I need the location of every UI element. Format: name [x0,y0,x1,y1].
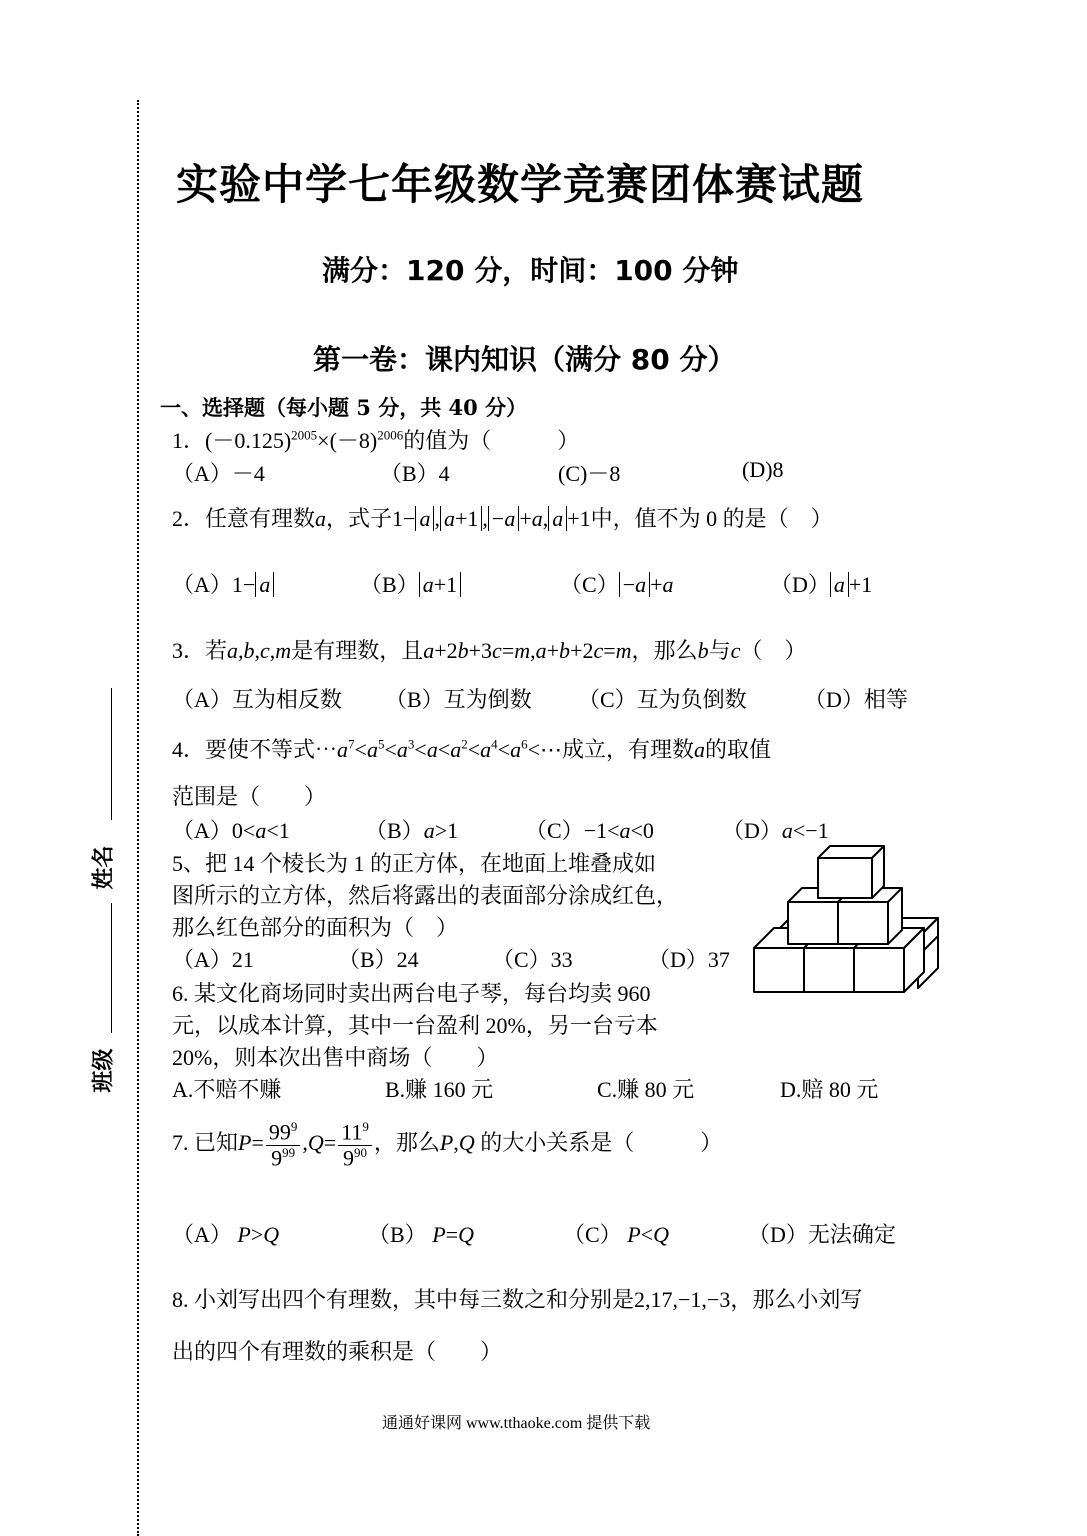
question-8-line-1: 8. 小刘写出四个有理数，其中每三数之和分别是2,17,−1,−3，那么小刘写 [172,1287,863,1312]
q6-option-c: C.赚 80 元 [597,1077,695,1102]
q7-option-b: （B） P=Q [368,1222,474,1247]
q3-option-a: （A）互为相反数 [172,687,342,712]
q3-option-c: （C）互为负倒数 [578,687,747,712]
q5-option-d: （D）37 [648,947,730,972]
q2-option-b: （B） a+1 [360,568,461,599]
question-6-line-3: 20%，则本次出售中商场（ ） [172,1045,499,1070]
q1-option-b: （B）4 [380,461,450,486]
q6-option-b: B.赚 160 元 [385,1077,494,1102]
q5-option-a: （A）21 [172,947,254,972]
q7-option-a: （A） P>Q [172,1222,280,1247]
q5-option-b: （B）24 [338,947,419,972]
q4-option-a: （A）0<a<1 [172,818,290,843]
part-heading: 第一卷：课内知识（满分 80 分） [313,343,736,376]
question-8-line-2: 出的四个有理数的乘积是（ ） [172,1339,503,1364]
q3-option-b: （B）互为倒数 [385,687,532,712]
section-heading: 一、选择题（每小题 5 分，共 40 分） [160,395,528,420]
name-fill-line [111,688,112,820]
q4-option-b: （B）a>1 [365,818,459,843]
q2-option-d: （D） a +1 [770,572,873,597]
question-2: 2．任意有理数a，式子1− a , a+1 , −a +a, a +1中，值不为 0 的是（ ） [172,506,833,531]
question-4-line-2: 范围是（ ） [172,784,327,809]
q1-option-a: （A）－4 [172,461,265,486]
question-1: 1．$(-0.125)^{2005}\times(-8)^{2006}$的值为（ ） [172,427,580,453]
question-3: 3．若a,b,c,m是有理数，且a+2b+3c=m,a+b+2c=m，那么b与c（ ） [172,638,807,663]
q3-option-d: （D）相等 [804,687,908,712]
name-label: 姓名 [91,845,117,890]
q6-option-d: D.赔 80 元 [780,1077,879,1102]
q7-option-d: （D）无法确定 [748,1222,896,1247]
q7-option-c: （C） P<Q [563,1222,669,1247]
q5-option-c: （C）33 [492,947,573,972]
q6-option-a: A.不赔不赚 [172,1077,282,1102]
class-fill-line [111,903,112,1033]
q1-option-d: (D)8 [742,457,784,482]
q4-option-c: （C）−1<a<0 [525,818,654,843]
footer-source: 通通好课网 www.tthaoke.com 提供下载 [382,1415,651,1432]
question-6-line-1: 6. 某文化商场同时卖出两台电子琴，每台均卖 960 [172,981,651,1006]
question-5-line-3: 那么红色部分的面积为（ ） [172,915,459,940]
cube-stack-figure [750,842,950,997]
question-6-line-2: 元，以成本计算，其中一台盈利 20%，另一台亏本 [172,1013,658,1038]
question-4: 4．要使不等式$\cdots a^7<a^5<a^3<a<a^2<a^4<a^6<\cdots$成立，有理数a的取值 [172,736,772,762]
class-label: 班级 [91,1048,117,1093]
binding-dotted-line [137,100,139,1536]
score-time-subtitle: 满分：120 分，时间：100 分钟 [322,254,739,287]
q2-option-a: （A）1− a [172,568,274,599]
q4-option-d: （D）a<−1 [722,818,829,843]
page-title: 实验中学七年级数学竞赛团体赛试题 [176,160,865,209]
q1-option-c: (C)－8 [558,461,621,486]
q2-option-c: （C） −a +a [560,572,674,597]
question-7: 7. 已知P= $\frac{99^9}{9^{99}}$ ,Q= $\frac{11^9}{9^{90}}$ ，那么P,Q 的大小关系是（ ） [172,1119,723,1170]
question-5-line-1: 5、把 14 个棱长为 1 的正方体，在地面上堆叠成如 [172,851,657,876]
question-5-line-2: 图所示的立方体，然后将露出的表面部分涂成红色， [172,883,679,908]
